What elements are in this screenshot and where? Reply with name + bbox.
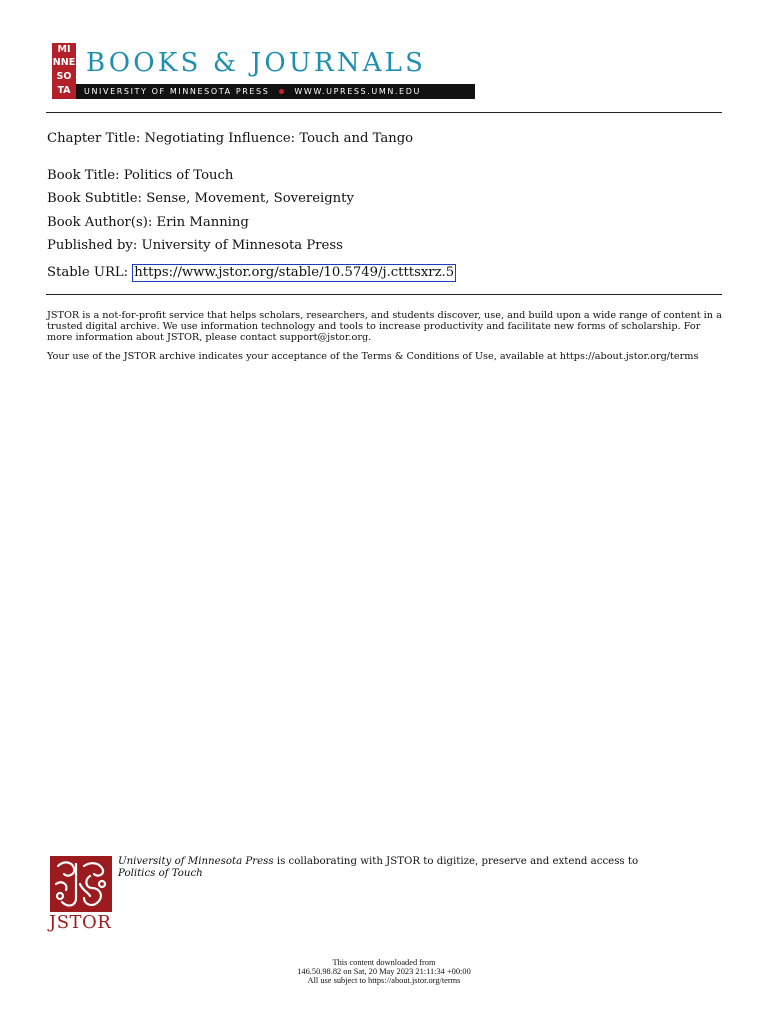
stable-url-label: Stable URL:	[47, 265, 133, 280]
press-website: WWW.UPRESS.UMN.EDU	[294, 87, 421, 96]
bullet-icon	[279, 89, 284, 94]
footer-download-note: This content downloaded from	[332, 958, 436, 967]
logo-letters-4: TA	[57, 85, 71, 96]
logo-letters-1: MI	[57, 44, 71, 55]
divider-middle	[46, 294, 722, 295]
jstor-about-paragraph: JSTOR is a not-for-profit service that helps scholars, researchers, and students discover, use, and build upon a wide range of content in a trusted digital archive. We use information technology and tools to increase productivity and facilitate new forms of scholarship. For more information about JSTOR, please contact support@jstor.org.	[47, 310, 722, 343]
book-title: Book Title: Politics of Touch	[47, 168, 234, 183]
collaboration-note	[118, 856, 678, 879]
footer-terms: All use subject to https://about.jstor.org/terms	[307, 976, 461, 985]
book-subtitle: Book Subtitle: Sense, Movement, Sovereignty	[47, 191, 354, 206]
collab-text: is collaborating with JSTOR to digitize, preserve and extend access to	[273, 856, 639, 867]
books-journals-title: BOOKS & JOURNALS	[86, 48, 427, 78]
stable-url-link[interactable]: https://www.jstor.org/stable/10.5749/j.ctttsxrz.5	[134, 265, 455, 280]
collab-publisher: University of Minnesota Press	[118, 856, 274, 867]
press-banner	[76, 84, 475, 99]
jstor-ornament-icon	[50, 856, 112, 912]
terms-paragraph: Your use of the JSTOR archive indicates your acceptance of the Terms & Conditions of Use, available at https://about.jstor.org/terms	[47, 351, 699, 362]
divider-top	[46, 112, 722, 113]
publisher: Published by: University of Minnesota Press	[47, 238, 343, 253]
footer-ip-timestamp: 146.50.98.82 on Sat, 20 May 2023 21:11:34 +00:00	[297, 967, 471, 976]
logo-letters-3: SO	[56, 71, 72, 82]
book-authors: Book Author(s): Erin Manning	[47, 215, 249, 230]
stable-url-row	[47, 264, 456, 282]
collab-book: Politics of Touch	[118, 867, 203, 879]
chapter-title: Chapter Title: Negotiating Influence: Touch and Tango	[47, 131, 414, 146]
logo-letters-2: NNE	[52, 57, 76, 68]
umn-press-logo-mark	[52, 43, 76, 99]
press-name: UNIVERSITY OF MINNESOTA PRESS	[84, 87, 270, 96]
jstor-wordmark: JSTOR	[49, 912, 112, 933]
